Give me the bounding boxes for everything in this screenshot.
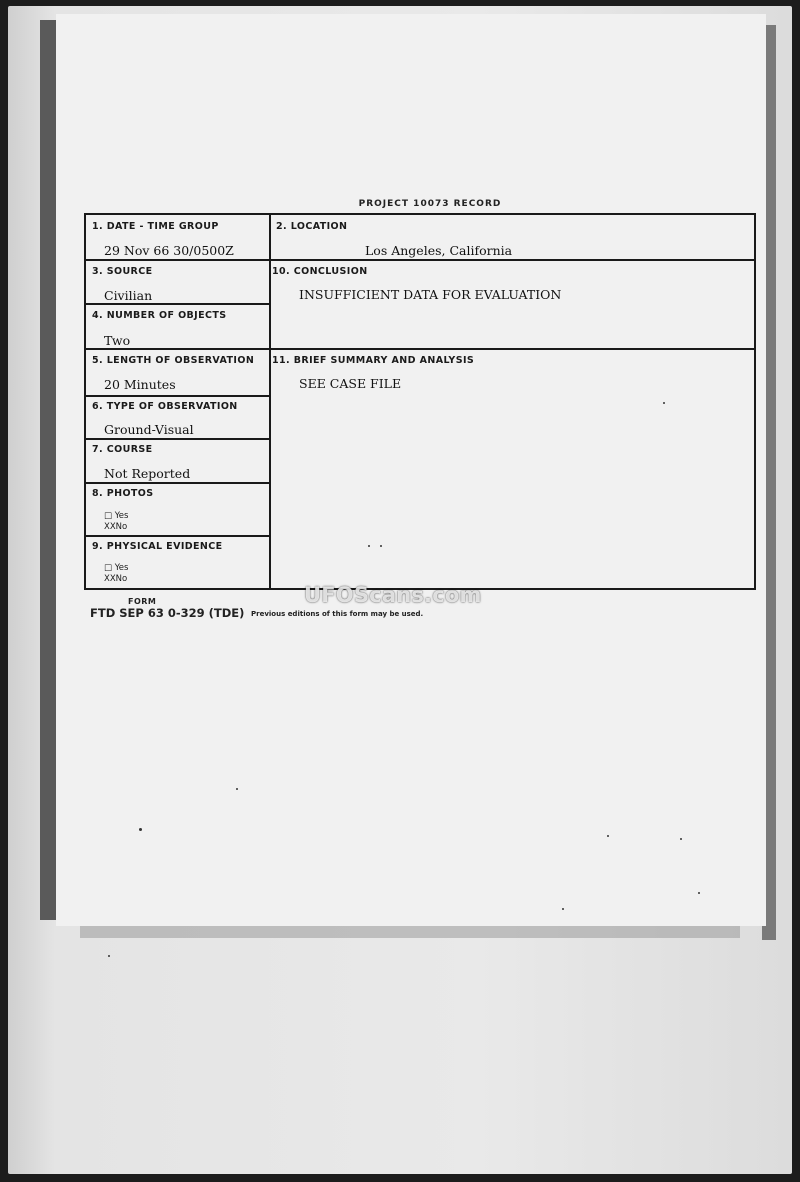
scan-speck xyxy=(562,908,564,910)
physical-evidence-label: 9. PHYSICAL EVIDENCE xyxy=(92,541,223,552)
summary-value: SEE CASE FILE xyxy=(299,376,402,391)
date-time-group-label: 1. DATE - TIME GROUP xyxy=(92,221,219,232)
row-divider xyxy=(86,438,269,440)
scan-speck xyxy=(607,835,609,837)
length-of-observation-label: 5. LENGTH OF OBSERVATION xyxy=(92,355,255,366)
physical-evidence-no-checkbox: XXNo xyxy=(104,574,128,584)
location-label: 2. LOCATION xyxy=(276,221,348,232)
watermark: UFOScans.com xyxy=(304,583,482,607)
row-divider xyxy=(86,535,269,537)
type-of-observation-value: Ground-Visual xyxy=(104,422,194,437)
row-divider xyxy=(86,303,269,305)
scan-speck xyxy=(368,545,370,547)
source-value: Civilian xyxy=(104,288,153,303)
footer-form-code: FTD SEP 63 0-329 (TDE) xyxy=(90,606,245,620)
length-of-observation-value: 20 Minutes xyxy=(104,377,176,392)
row-divider xyxy=(86,395,269,397)
scan-speck xyxy=(236,788,238,790)
scan-speck xyxy=(108,955,110,957)
row-divider xyxy=(86,348,269,350)
conclusion-value: INSUFFICIENT DATA FOR EVALUATION xyxy=(299,287,562,302)
page-edge-shadow xyxy=(80,926,740,938)
scan-speck xyxy=(380,545,382,547)
page-shadow-left xyxy=(40,20,56,920)
scan-speck xyxy=(680,838,682,840)
photos-yes-checkbox: □ Yes xyxy=(104,511,129,521)
scan-speck xyxy=(663,402,665,404)
type-of-observation-label: 6. TYPE OF OBSERVATION xyxy=(92,401,238,412)
photos-no-checkbox: XXNo xyxy=(104,522,128,532)
source-label: 3. SOURCE xyxy=(92,266,153,277)
summary-label: 11. BRIEF SUMMARY AND ANALYSIS xyxy=(272,355,475,366)
location-value: Los Angeles, California xyxy=(365,243,513,258)
date-time-group-value: 29 Nov 66 30/0500Z xyxy=(104,243,234,258)
scan-speck xyxy=(139,828,142,831)
scan-speck xyxy=(698,892,700,894)
row-divider xyxy=(271,259,756,261)
footer-form-word: FORM xyxy=(128,597,157,606)
column-divider xyxy=(269,215,271,590)
footer-note: Previous editions of this form may be used. xyxy=(251,610,424,618)
row-divider xyxy=(86,259,269,261)
number-of-objects-value: Two xyxy=(104,333,131,348)
row-divider xyxy=(86,482,269,484)
row-divider xyxy=(271,348,756,350)
course-value: Not Reported xyxy=(104,466,191,481)
physical-evidence-yes-checkbox: □ Yes xyxy=(104,563,129,573)
course-label: 7. COURSE xyxy=(92,444,153,455)
form-header: PROJECT 10073 RECORD xyxy=(358,199,502,209)
conclusion-label: 10. CONCLUSION xyxy=(272,266,368,277)
number-of-objects-label: 4. NUMBER OF OBJECTS xyxy=(92,310,227,321)
photos-label: 8. PHOTOS xyxy=(92,488,154,499)
record-form xyxy=(84,213,756,590)
